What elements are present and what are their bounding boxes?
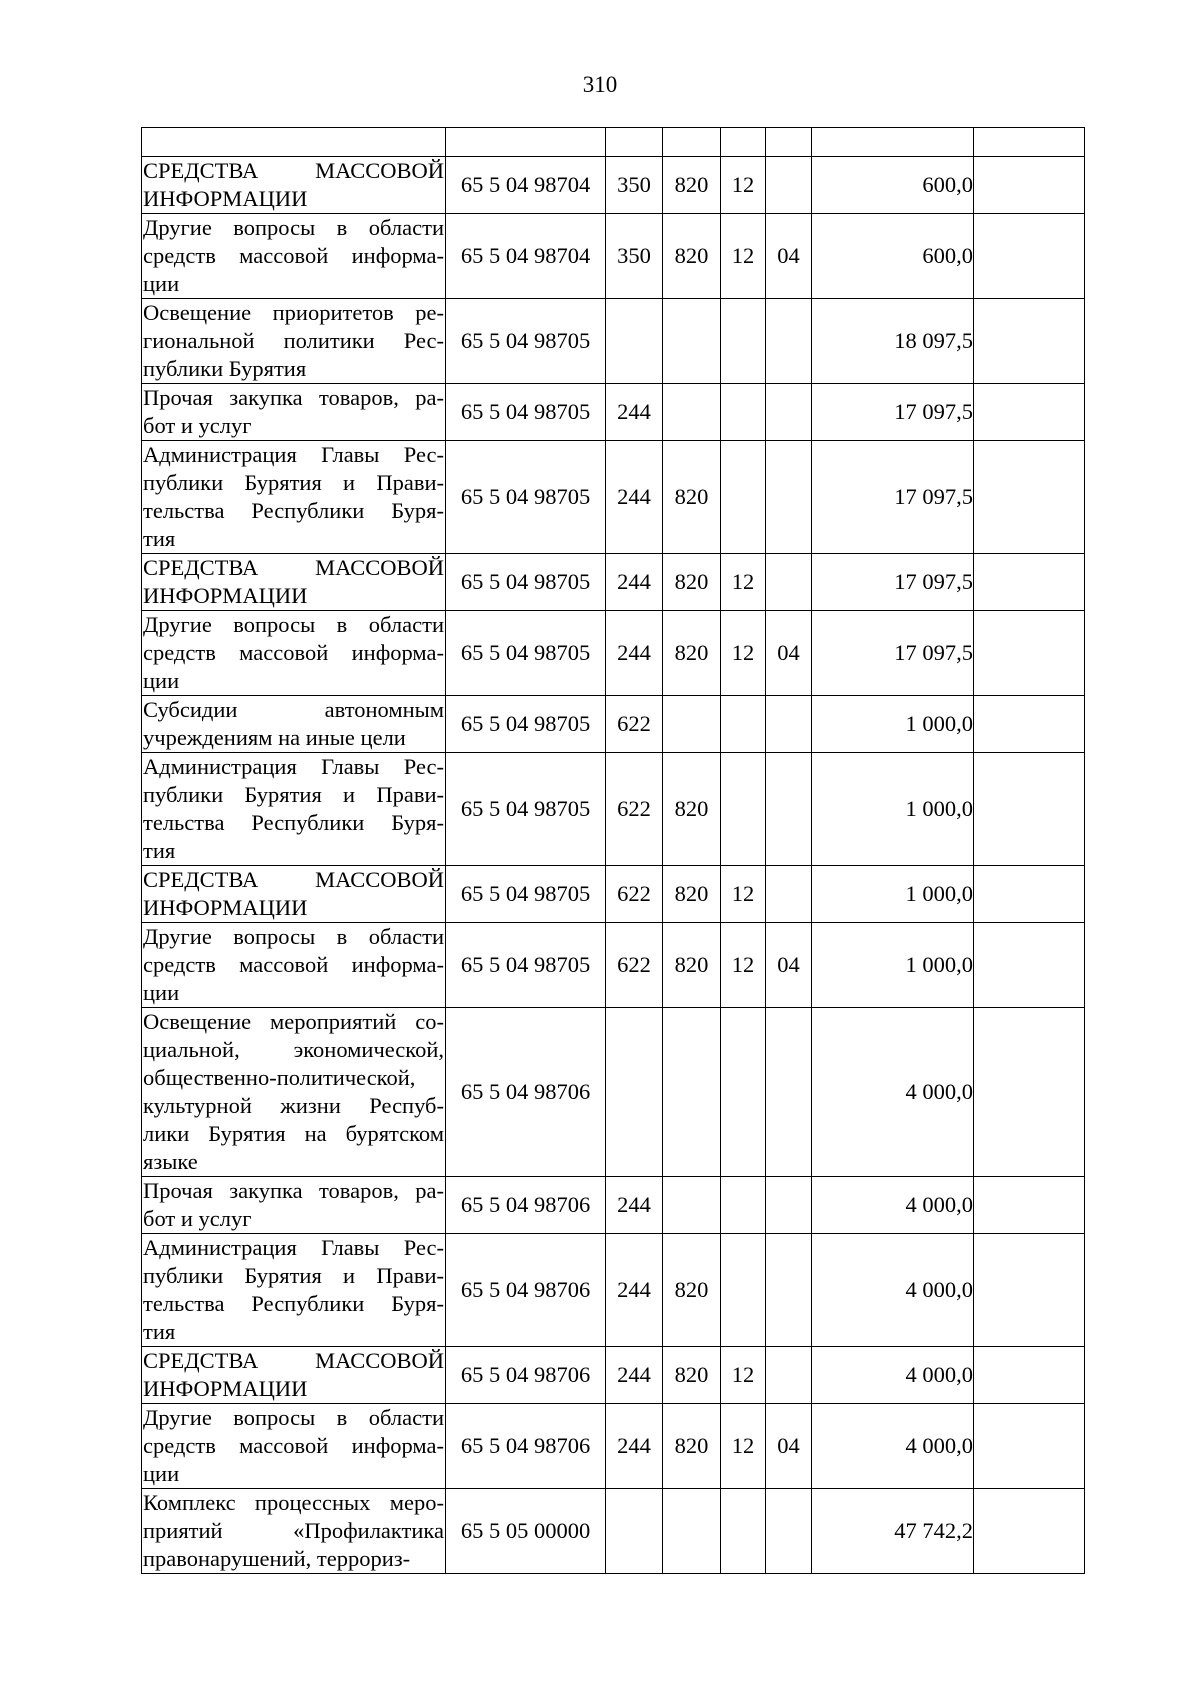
ministry-code-cell	[663, 1177, 721, 1234]
subsection-code-cell: 04	[766, 214, 812, 299]
ministry-code-cell	[663, 128, 721, 157]
expense-type-cell	[606, 299, 663, 384]
empty-cell	[974, 696, 1085, 753]
row-name-cell: Администрация Главы Рес- публики Бурятия и Прави- тельства Республики Буря- тия	[142, 1234, 446, 1347]
empty-cell	[974, 611, 1085, 696]
subsection-code-cell	[766, 1008, 812, 1177]
expense-type-cell	[606, 1008, 663, 1177]
amount-cell: 18 097,5	[812, 299, 974, 384]
expense-type-cell: 622	[606, 696, 663, 753]
row-name-cell: Прочая закупка товаров, ра- бот и услуг	[142, 1177, 446, 1234]
target-article-code-cell: 65 5 05 00000	[446, 1489, 606, 1574]
ministry-code-cell: 820	[663, 1404, 721, 1489]
table-row	[142, 1234, 1085, 1347]
target-article-code-cell: 65 5 04 98705	[446, 696, 606, 753]
table-row	[142, 1177, 1085, 1234]
target-article-code-cell: 65 5 04 98705	[446, 923, 606, 1008]
amount-cell: 17 097,5	[812, 441, 974, 554]
ministry-code-cell: 820	[663, 923, 721, 1008]
expense-type-cell: 244	[606, 1234, 663, 1347]
table-row	[142, 1347, 1085, 1404]
amount-cell: 17 097,5	[812, 554, 974, 611]
empty-cell	[974, 157, 1085, 214]
subsection-code-cell	[766, 554, 812, 611]
section-code-cell	[721, 128, 766, 157]
target-article-code-cell: 65 5 04 98706	[446, 1234, 606, 1347]
expense-type-cell	[606, 128, 663, 157]
subsection-code-cell	[766, 384, 812, 441]
empty-cell	[974, 554, 1085, 611]
subsection-code-cell	[766, 441, 812, 554]
amount-cell: 4 000,0	[812, 1234, 974, 1347]
ministry-code-cell: 820	[663, 441, 721, 554]
row-name-cell: Администрация Главы Рес- публики Бурятия и Прави- тельства Республики Буря- тия	[142, 441, 446, 554]
row-name-cell: Комплекс процессных меро- приятий «Профилактика правонарушений, террориз-	[142, 1489, 446, 1574]
target-article-code-cell: 65 5 04 98705	[446, 441, 606, 554]
subsection-code-cell	[766, 128, 812, 157]
table-row	[142, 384, 1085, 441]
row-name-cell: СРЕДСТВА МАССОВОЙ ИНФОРМАЦИИ	[142, 157, 446, 214]
section-code-cell: 12	[721, 611, 766, 696]
table-row	[142, 157, 1085, 214]
empty-cell	[974, 441, 1085, 554]
subsection-code-cell: 04	[766, 923, 812, 1008]
subsection-code-cell	[766, 1177, 812, 1234]
subsection-code-cell	[766, 299, 812, 384]
section-code-cell	[721, 1489, 766, 1574]
expense-type-cell: 622	[606, 753, 663, 866]
empty-cell	[974, 1008, 1085, 1177]
table-row	[142, 696, 1085, 753]
subsection-code-cell	[766, 866, 812, 923]
ministry-code-cell	[663, 299, 721, 384]
section-code-cell	[721, 1234, 766, 1347]
section-code-cell: 12	[721, 1404, 766, 1489]
ministry-code-cell	[663, 1489, 721, 1574]
empty-cell	[974, 923, 1085, 1008]
row-name-cell	[142, 128, 446, 157]
expense-type-cell: 244	[606, 384, 663, 441]
subsection-code-cell: 04	[766, 611, 812, 696]
empty-cell	[974, 128, 1085, 157]
ministry-code-cell: 820	[663, 554, 721, 611]
target-article-code-cell: 65 5 04 98705	[446, 299, 606, 384]
table-row	[142, 214, 1085, 299]
target-article-code-cell: 65 5 04 98705	[446, 611, 606, 696]
ministry-code-cell: 820	[663, 866, 721, 923]
section-code-cell	[721, 1177, 766, 1234]
expense-type-cell: 244	[606, 441, 663, 554]
table-row	[142, 923, 1085, 1008]
empty-cell	[974, 384, 1085, 441]
ministry-code-cell: 820	[663, 1234, 721, 1347]
budget-table	[141, 127, 1085, 1574]
ministry-code-cell: 820	[663, 753, 721, 866]
empty-cell	[974, 866, 1085, 923]
amount-cell: 600,0	[812, 214, 974, 299]
subsection-code-cell	[766, 696, 812, 753]
expense-type-cell: 244	[606, 1347, 663, 1404]
row-name-cell: СРЕДСТВА МАССОВОЙ ИНФОРМАЦИИ	[142, 1347, 446, 1404]
empty-cell	[974, 214, 1085, 299]
table-row	[142, 753, 1085, 866]
target-article-code-cell: 65 5 04 98705	[446, 384, 606, 441]
table-row	[142, 1008, 1085, 1177]
amount-cell: 17 097,5	[812, 384, 974, 441]
row-name-cell: Прочая закупка товаров, ра- бот и услуг	[142, 384, 446, 441]
empty-cell	[974, 1177, 1085, 1234]
target-article-code-cell: 65 5 04 98705	[446, 866, 606, 923]
expense-type-cell: 622	[606, 923, 663, 1008]
amount-cell: 1 000,0	[812, 753, 974, 866]
row-name-cell: Другие вопросы в области средств массовой информа- ции	[142, 923, 446, 1008]
table-row	[142, 1404, 1085, 1489]
ministry-code-cell: 820	[663, 1347, 721, 1404]
expense-type-cell: 244	[606, 611, 663, 696]
section-code-cell: 12	[721, 157, 766, 214]
section-code-cell: 12	[721, 214, 766, 299]
amount-cell: 1 000,0	[812, 696, 974, 753]
row-name-cell: Администрация Главы Рес- публики Бурятия и Прави- тельства Республики Буря- тия	[142, 753, 446, 866]
amount-cell: 600,0	[812, 157, 974, 214]
section-code-cell: 12	[721, 923, 766, 1008]
target-article-code-cell: 65 5 04 98704	[446, 157, 606, 214]
table-row	[142, 611, 1085, 696]
subsection-code-cell	[766, 1489, 812, 1574]
section-code-cell: 12	[721, 1347, 766, 1404]
amount-cell: 4 000,0	[812, 1177, 974, 1234]
row-name-cell: СРЕДСТВА МАССОВОЙ ИНФОРМАЦИИ	[142, 554, 446, 611]
row-name-cell: Освещение приоритетов ре- гиональной политики Рес- публики Бурятия	[142, 299, 446, 384]
target-article-code-cell: 65 5 04 98706	[446, 1404, 606, 1489]
empty-cell	[974, 753, 1085, 866]
amount-cell: 47 742,2	[812, 1489, 974, 1574]
section-code-cell: 12	[721, 554, 766, 611]
empty-cell	[974, 1489, 1085, 1574]
target-article-code-cell: 65 5 04 98706	[446, 1008, 606, 1177]
target-article-code-cell: 65 5 04 98704	[446, 214, 606, 299]
section-code-cell	[721, 299, 766, 384]
amount-cell: 1 000,0	[812, 923, 974, 1008]
empty-cell	[974, 1347, 1085, 1404]
section-code-cell	[721, 1008, 766, 1177]
amount-cell: 17 097,5	[812, 611, 974, 696]
table-row	[142, 299, 1085, 384]
row-name-cell: Освещение мероприятий со- циальной, экономической, общественно-политической, культурной жизни Респуб- лики Бурятия на бурятском языке	[142, 1008, 446, 1177]
empty-cell	[974, 1404, 1085, 1489]
row-name-cell: Другие вопросы в области средств массовой информа- ции	[142, 611, 446, 696]
subsection-code-cell	[766, 157, 812, 214]
target-article-code-cell: 65 5 04 98706	[446, 1177, 606, 1234]
target-article-code-cell: 65 5 04 98706	[446, 1347, 606, 1404]
ministry-code-cell: 820	[663, 157, 721, 214]
amount-cell: 4 000,0	[812, 1347, 974, 1404]
expense-type-cell: 244	[606, 554, 663, 611]
amount-cell: 4 000,0	[812, 1008, 974, 1177]
target-article-code-cell: 65 5 04 98705	[446, 753, 606, 866]
row-name-cell: Субсидии автономным учреждениям на иные цели	[142, 696, 446, 753]
section-code-cell: 12	[721, 866, 766, 923]
expense-type-cell	[606, 1489, 663, 1574]
section-code-cell	[721, 753, 766, 866]
subsection-code-cell	[766, 1347, 812, 1404]
table-body	[142, 128, 1085, 1574]
expense-type-cell: 622	[606, 866, 663, 923]
row-name-cell: Другие вопросы в области средств массовой информа- ции	[142, 214, 446, 299]
section-code-cell	[721, 696, 766, 753]
table-row	[142, 128, 1085, 157]
target-article-code-cell	[446, 128, 606, 157]
table-row	[142, 1489, 1085, 1574]
row-name-cell: Другие вопросы в области средств массовой информа- ции	[142, 1404, 446, 1489]
expense-type-cell: 350	[606, 157, 663, 214]
empty-cell	[974, 299, 1085, 384]
ministry-code-cell: 820	[663, 214, 721, 299]
table-row	[142, 866, 1085, 923]
expense-type-cell: 350	[606, 214, 663, 299]
target-article-code-cell: 65 5 04 98705	[446, 554, 606, 611]
subsection-code-cell	[766, 1234, 812, 1347]
expense-type-cell: 244	[606, 1404, 663, 1489]
amount-cell: 1 000,0	[812, 866, 974, 923]
subsection-code-cell	[766, 753, 812, 866]
amount-cell	[812, 128, 974, 157]
amount-cell: 4 000,0	[812, 1404, 974, 1489]
ministry-code-cell	[663, 384, 721, 441]
row-name-cell: СРЕДСТВА МАССОВОЙ ИНФОРМАЦИИ	[142, 866, 446, 923]
table-row	[142, 554, 1085, 611]
subsection-code-cell: 04	[766, 1404, 812, 1489]
section-code-cell	[721, 384, 766, 441]
expense-type-cell: 244	[606, 1177, 663, 1234]
section-code-cell	[721, 441, 766, 554]
table-row	[142, 441, 1085, 554]
page-number: 310	[582, 72, 618, 97]
empty-cell	[974, 1234, 1085, 1347]
ministry-code-cell: 820	[663, 611, 721, 696]
ministry-code-cell	[663, 696, 721, 753]
ministry-code-cell	[663, 1008, 721, 1177]
